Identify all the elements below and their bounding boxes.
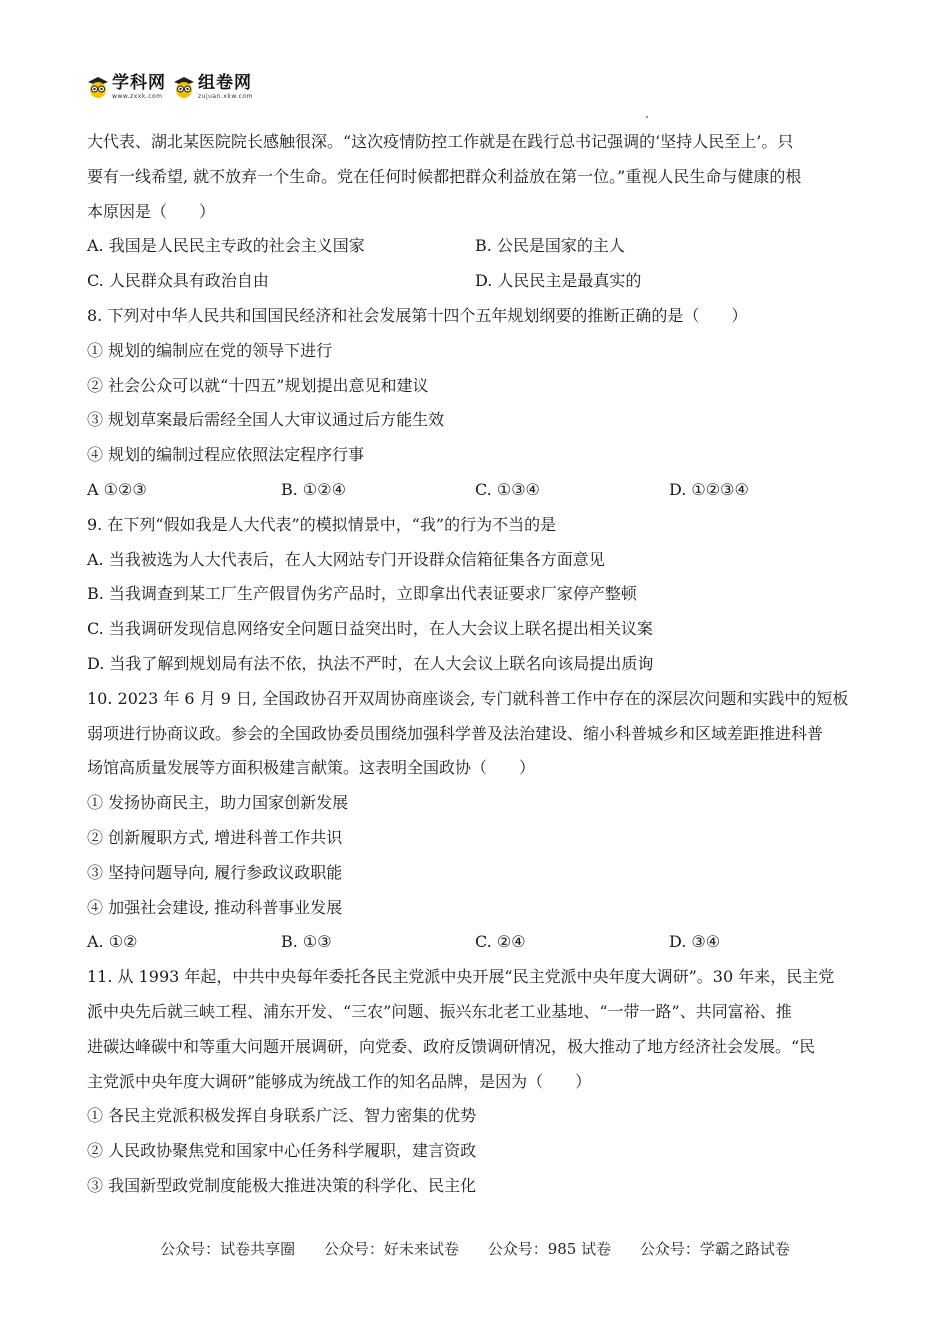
- q8-item: ③ 规划草案最后需经全国人大审议通过后方能生效: [87, 410, 445, 430]
- q8-options-row: [87, 473, 867, 508]
- q9-stem: 9. 在下列“假如我是人大代表”的模拟情景中，“我”的行为不当的是: [87, 514, 557, 534]
- question-content: [87, 125, 867, 1204]
- owl-logo-icon: [86, 76, 110, 98]
- q7-stem-line: 大代表、湖北某医院院长感触很深。“这次疫情防控工作就是在践行总书记强调的‘坚持人民至上’。只: [87, 132, 794, 151]
- q9-option-d[interactable]: D. 当我了解到规划局有法不依，执法不严时，在人大会议上联名向该局提出质询: [87, 653, 654, 673]
- logo-url: www.zxxk.com: [112, 92, 163, 100]
- q10-item: ① 发扬协商民主，助力国家创新发展: [87, 793, 349, 813]
- q7-stem-line: 要有一线希望, 就不放弃一个生命。党在任何时候都把群众利益放在第一位。”重视人民生命与健康的根: [87, 166, 802, 186]
- q8-option-a[interactable]: A ①②③: [87, 479, 147, 499]
- footer-account: 公众号：学霸之路试卷: [639, 1240, 790, 1258]
- q7-option-d[interactable]: D. 人民民主是最真实的: [475, 271, 642, 291]
- logo-name: 学科网: [112, 72, 166, 93]
- owl-logo-icon: [172, 76, 196, 98]
- q9-option-a[interactable]: A. 当我被选为人大代表后，在人大网站专门开设群众信箱征集各方面意见: [87, 549, 605, 569]
- q8-option-c[interactable]: C. ①③④: [475, 479, 540, 499]
- q10-option-c[interactable]: C. ②④: [475, 932, 526, 952]
- q8-option-b[interactable]: B. ①②④: [281, 479, 346, 499]
- q10-option-a[interactable]: A. ①②: [87, 932, 138, 952]
- q11-stem-line: 主党派中央年度大调研”能够成为统战工作的知名品牌，是因为（ ）: [87, 1071, 592, 1091]
- q11-stem-line: 派中央先后就三峡工程、浦东开发、“三农”问题、振兴东北老工业基地、“一带一路”、共同富裕、推: [87, 1001, 792, 1021]
- q10-stem-line: 弱项进行协商议政。参会的全国政协委员围绕加强科学普及法治建设、缩小科普城乡和区域差距推进科普: [87, 723, 824, 743]
- q10-options-row: [87, 925, 867, 960]
- q11-item: ③ 我国新型政党制度能极大推进决策的科学化、民主化: [87, 1175, 477, 1195]
- q11-item: ① 各民主党派积极发挥自身联系广泛、智力密集的优势: [87, 1106, 477, 1126]
- q10-stem-line: 10. 2023 年 6 月 9 日, 全国政协召开双周协商座谈会, 专门就科普工作中存在的深层次问题和实践中的短板: [87, 688, 849, 708]
- q7-options-row: [87, 229, 867, 264]
- speck: [646, 116, 648, 118]
- footer-account: 公众号：试卷共享圈: [160, 1240, 296, 1258]
- logo-zujuanwang[interactable]: [172, 72, 253, 100]
- q8-stem: 8. 下列对中华人民共和国国民经济和社会发展第十四个五年规划纲要的推断正确的是（ ）: [87, 305, 748, 325]
- q8-option-d[interactable]: D. ①②③④: [669, 479, 749, 499]
- header: [86, 70, 259, 104]
- logo-url: zujuan.xkw.com: [198, 92, 253, 100]
- q8-item: ② 社会公众可以就“十四五”规划提出意见和建议: [87, 375, 429, 395]
- q9-option-b[interactable]: B. 当我调查到某工厂生产假冒伪劣产品时，立即拿出代表证要求厂家停产整顿: [87, 584, 637, 604]
- footer-account: 公众号：985 试卷: [487, 1240, 612, 1258]
- q10-option-d[interactable]: D. ③④: [669, 932, 721, 952]
- q7-option-a[interactable]: A. 我国是人民民主专政的社会主义国家: [87, 236, 365, 256]
- q11-stem-line: 进碳达峰碳中和等重大问题开展调研，向党委、政府反馈调研情况，极大推动了地方经济社会发展。“民: [87, 1036, 816, 1056]
- q7-options-row: [87, 264, 867, 299]
- footer: [0, 1238, 950, 1259]
- q10-item: ② 创新履职方式, 增进科普工作共识: [87, 827, 343, 847]
- q7-stem-line: 本原因是（ ）: [87, 201, 216, 221]
- q10-stem-line: 场馆高质量发展等方面积极建言献策。这表明全国政协（ ）: [87, 758, 536, 778]
- footer-account: 公众号：好未来试卷: [323, 1240, 459, 1258]
- q9-option-c[interactable]: C. 当我调研发现信息网络安全问题日益突出时，在人大会议上联名提出相关议案: [87, 619, 653, 639]
- q7-option-b[interactable]: B. 公民是国家的主人: [475, 236, 625, 256]
- q10-item: ④ 加强社会建设, 推动科普事业发展: [87, 897, 343, 917]
- q7-option-c[interactable]: C. 人民群众具有政治自由: [87, 271, 269, 291]
- logo-xuekewang[interactable]: [86, 72, 166, 100]
- q8-item: ④ 规划的编制过程应依照法定程序行事: [87, 445, 365, 465]
- q11-item: ② 人民政协聚焦党和国家中心任务科学履职，建言资政: [87, 1141, 477, 1161]
- logo-name: 组卷网: [198, 72, 252, 93]
- q10-item: ③ 坚持问题导向, 履行参政议政职能: [87, 862, 343, 882]
- q8-item: ① 规划的编制应在党的领导下进行: [87, 340, 333, 360]
- q11-stem-line: 11. 从 1993 年起，中共中央每年委托各民主党派中央开展“民主党派中央年度大调研”。30 年来，民主党: [87, 967, 835, 987]
- q10-option-b[interactable]: B. ①③: [281, 932, 332, 952]
